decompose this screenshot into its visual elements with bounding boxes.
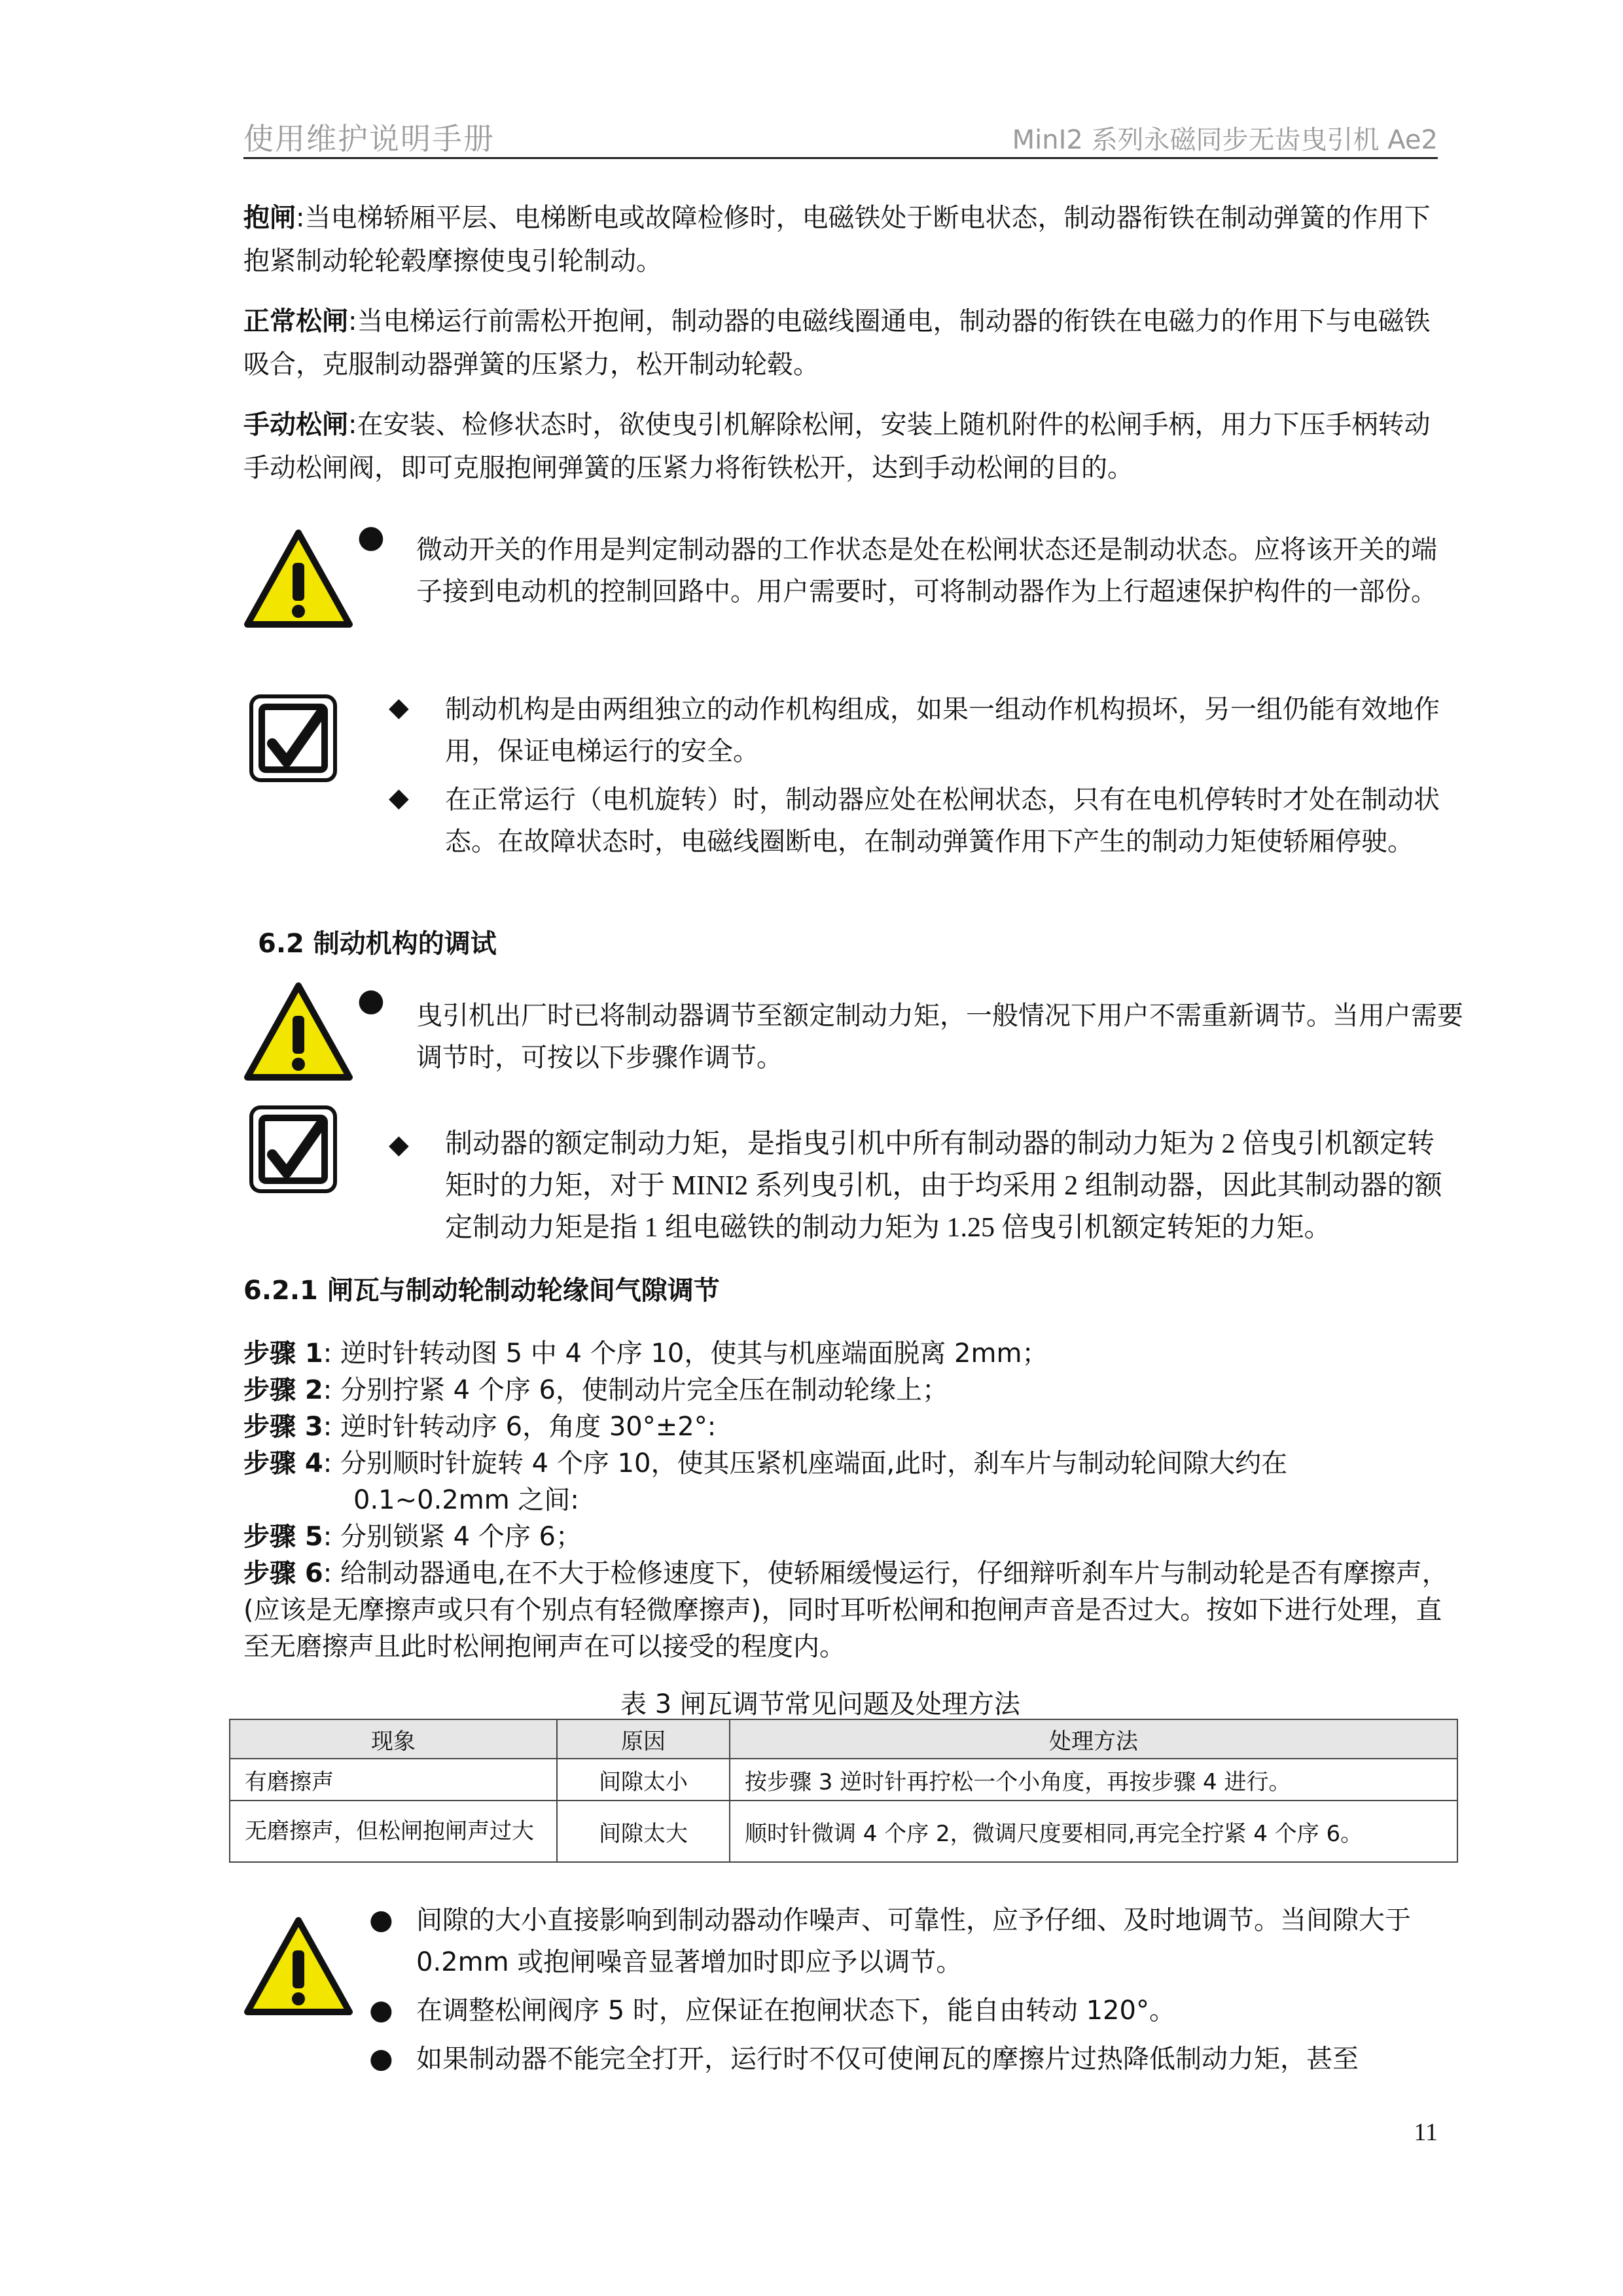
- step-separator: :: [323, 1412, 332, 1442]
- header-manual-title: 使用维护说明手册: [243, 121, 495, 156]
- step-text: 给制动器通电,在不大于检修速度下，使轿厢缓慢运行，仔细辩听刹车片与制动轮是否有摩擦声，(应该是无摩擦声或只有个别点有轻微摩擦声)，同时耳听松闸和抱闸声音是否过大。按如下进行处理，直至无磨擦声且此时松闸抱闸声在可以接受的程度内。: [243, 1558, 1448, 1662]
- warning-icon: [243, 529, 353, 628]
- table-caption: 表 3 闸瓦调节常见问题及处理方法: [620, 1689, 1020, 1719]
- paragraph-normal-release: [243, 300, 1454, 386]
- term-manual-release: 手动松闸: [243, 410, 348, 440]
- step-separator: :: [323, 1522, 332, 1552]
- term-separator: :: [348, 410, 357, 440]
- step-label: 步骤 4: [243, 1448, 323, 1479]
- bullet-dot: ●: [357, 982, 385, 1018]
- step-2: [243, 1372, 1454, 1408]
- step-separator: :: [323, 1338, 332, 1369]
- table-row: [230, 1759, 1457, 1801]
- table-cell: 有磨擦声: [230, 1759, 557, 1801]
- paragraph-text: 当电梯轿厢平层、电梯断电或故障检修时，电磁铁处于断电状态，制动器衔铁在制动弹簧的作用下抱紧制动轮轮毂摩擦使曳引轮制动。: [243, 203, 1431, 276]
- bullet-dot: ●: [357, 518, 385, 555]
- term-separator: :: [296, 203, 305, 233]
- table-header-cell: 处理方法: [730, 1719, 1457, 1759]
- step-text: 分别拧紧 4 个序 6，使制动片完全压在制动轮缘上；: [340, 1375, 949, 1405]
- warning-icon: [243, 982, 353, 1081]
- note-release-valve: 在调整松闸阀序 5 时，应保证在抱闸状态下，能自由转动 120°。: [416, 1996, 1175, 2026]
- step-text: 逆时针转动序 6，角度 30°±2°:: [340, 1412, 717, 1442]
- bullet-dot: ●: [369, 2042, 393, 2074]
- step-text: 分别顺时针旋转 4 个序 10，使其压紧机座端面,此时，刹车片与制动轮间隙大约在: [340, 1448, 1288, 1479]
- note-normal-operation: 在正常运行（电机旋转）时，制动器应处在松闸状态，只有在电机停转时才处在制动状态。在故障状态时，电磁线圈断电，在制动弹簧作用下产生的制动力矩使轿厢停驶。: [445, 785, 1440, 857]
- step-label: 步骤 5: [243, 1522, 323, 1552]
- table-cell: 按步骤 3 逆时针再拧松一个小角度，再按步骤 4 进行。: [730, 1759, 1457, 1801]
- step-separator: :: [323, 1558, 332, 1588]
- step-1: [243, 1335, 1454, 1372]
- step-3: [243, 1408, 1454, 1445]
- table-row: [230, 1801, 1457, 1862]
- step-text: 分别锁紧 4 个序 6；: [340, 1522, 582, 1552]
- bullet-diamond: ◆: [389, 783, 409, 813]
- paragraph-text: 在安装、检修状态时，欲使曳引机解除松闸，安装上随机附件的松闸手柄，用力下压手柄转动手动松闸阀，即可克服抱闸弹簧的压紧力将衔铁松开，达到手动松闸的目的。: [243, 410, 1431, 483]
- step-label: 步骤 6: [243, 1558, 323, 1588]
- bullet-dot: ●: [369, 1903, 393, 1935]
- table-header-cell: 原因: [557, 1719, 730, 1759]
- step-separator: :: [323, 1375, 332, 1405]
- note-factory-setting: 曳引机出厂时已将制动器调节至额定制动力矩，一般情况下用户不需重新调节。当用户需要调节时，可按以下步骤作调节。: [416, 1001, 1463, 1073]
- header-product-title: MinI2 系列永磁同步无齿曳引机 Ae2: [1012, 125, 1438, 155]
- page-number: 11: [1414, 2119, 1438, 2146]
- table-header-row: [230, 1719, 1457, 1759]
- term-separator: :: [348, 306, 357, 336]
- note-gap-size: 间隙的大小直接影响到制动器动作噪声、可靠性，应予仔细、及时地调节。当间隙大于 0.2mm 或抱闸噪音显著增加时即应予以调节。: [416, 1905, 1411, 1977]
- note-dual-mechanism: 制动机构是由两组独立的动作机构组成，如果一组动作机构损坏，另一组仍能有效地作用，保证电梯运行的安全。: [445, 694, 1440, 766]
- table-cell: 无磨擦声，但松闸抱闸声过大: [230, 1801, 557, 1862]
- note-brake-not-open: 如果制动器不能完全打开，运行时不仅可使闸瓦的摩擦片过热降低制动力矩，甚至: [416, 2044, 1359, 2074]
- section-heading-6-2: 6.2 制动机构的调试: [258, 929, 497, 959]
- step-6: [243, 1555, 1454, 1665]
- header-divider: [243, 157, 1438, 159]
- table-cell: 间隙太小: [557, 1759, 730, 1801]
- bullet-diamond: ◆: [389, 692, 409, 723]
- bullet-diamond: ◆: [389, 1130, 409, 1160]
- step-label: 步骤 3: [243, 1412, 323, 1442]
- term-brake: 抱闸: [243, 203, 296, 233]
- table-header-cell: 现象: [230, 1719, 557, 1759]
- table-cell: 间隙太大: [557, 1801, 730, 1862]
- section-heading-6-2-1: 6.2.1 闸瓦与制动轮制动轮缘间气隙调节: [243, 1276, 720, 1306]
- bullet-dot: ●: [369, 1994, 393, 2026]
- checkbox-icon: [247, 692, 339, 784]
- step-label: 步骤 2: [243, 1375, 323, 1405]
- step-4: [243, 1445, 1454, 1482]
- note-rated-torque: 制动器的额定制动力矩，是指曳引机中所有制动器的制动力矩为 2 倍曳引机额定转矩时的力矩，对于 MINI2 系列曳引机，由于均采用 2 组制动器，因此其制动器的额定制动力矩是指 1 组电磁铁的制动力矩为 1.25 倍曳引机额定转矩的力矩。: [445, 1129, 1442, 1243]
- step-label: 步骤 1: [243, 1338, 323, 1369]
- step-4-continuation: 0.1~0.2mm 之间:: [353, 1485, 579, 1515]
- term-normal-release: 正常松闸: [243, 306, 348, 336]
- paragraph-brake: [243, 196, 1454, 283]
- paragraph-manual-release: [243, 403, 1454, 490]
- paragraph-text: 当电梯运行前需松开抱闸，制动器的电磁线圈通电，制动器的衔铁在电磁力的作用下与电磁铁吸合，克服制动器弹簧的压紧力，松开制动轮毂。: [243, 306, 1431, 380]
- checkbox-icon: [247, 1103, 339, 1195]
- adjustment-table: [229, 1719, 1458, 1863]
- step-text: 逆时针转动图 5 中 4 个序 10，使其与机座端面脱离 2mm；: [340, 1338, 1048, 1369]
- table-cell: 顺时针微调 4 个序 2，微调尺度要相同,再完全拧紧 4 个序 6。: [730, 1801, 1457, 1862]
- warning-icon: [243, 1916, 353, 2016]
- step-5: [243, 1518, 1454, 1555]
- step-separator: :: [323, 1448, 332, 1479]
- note-microswitch: 微动开关的作用是判定制动器的工作状态是处在松闸状态还是制动状态。应将该开关的端子接到电动机的控制回路中。用户需要时，可将制动器作为上行超速保护构件的一部份。: [416, 535, 1437, 607]
